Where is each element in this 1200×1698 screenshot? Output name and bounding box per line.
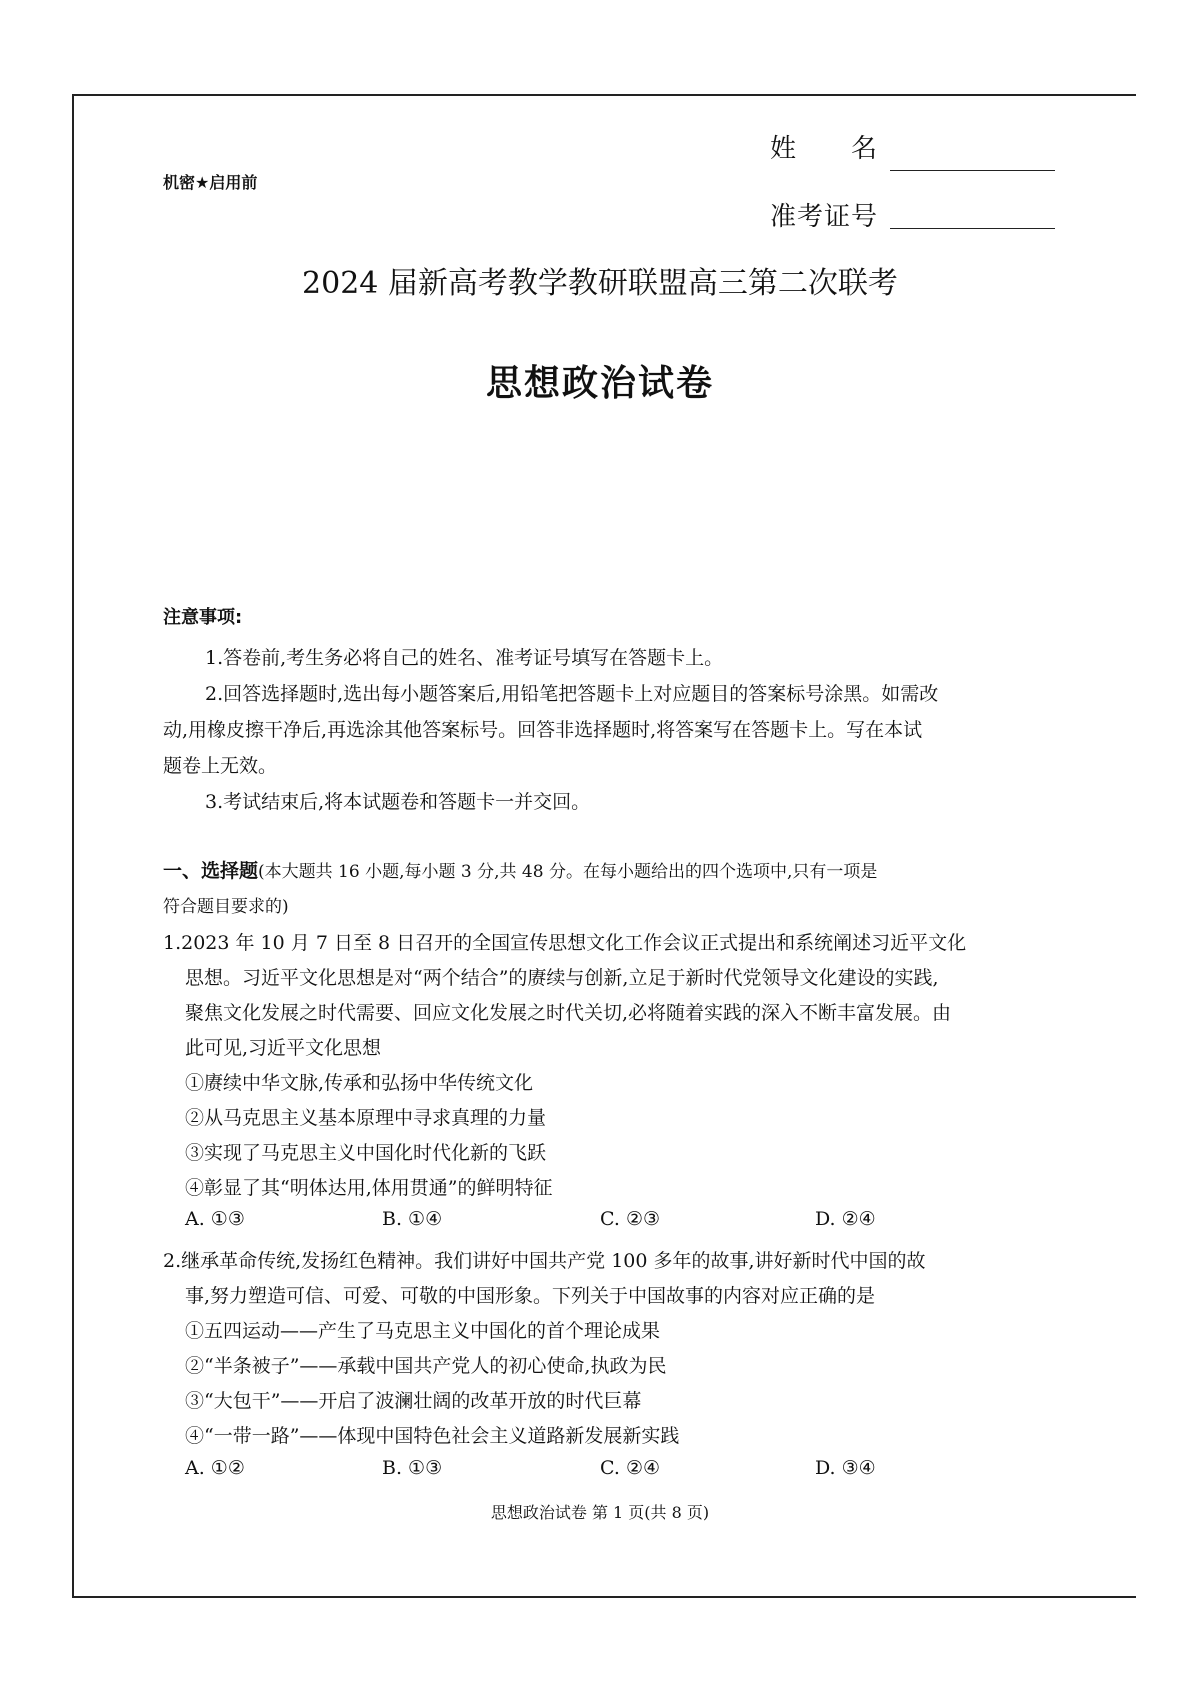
q1-stem-line: 1.2023 年 10 月 7 日至 8 日召开的全国宣传思想文化工作会议正式提出和系统阐述习近平文化 [163,932,967,954]
q1-stem-line: 此可见,习近平文化思想 [185,1037,382,1059]
q1-stem-line: 思想。习近平文化思想是对“两个结合”的赓续与创新,立足于新时代党领导文化建设的实践, [185,967,939,989]
notes-heading: 注意事项: [163,607,243,628]
q2-statement: ②“半条被子”——承载中国共产党人的初心使命,执政为民 [185,1355,667,1377]
section-instructions-line2: 符合题目要求的) [163,897,289,917]
q2-option-b: B. ①③ [382,1457,443,1479]
notes-line: 1.答卷前,考生务必将自己的姓名、准考证号填写在答题卡上。 [205,647,724,669]
q2-statement: ①五四运动——产生了马克思主义中国化的首个理论成果 [185,1320,661,1342]
id-field-line [890,228,1055,229]
subject-title: 思想政治试卷 [485,363,714,404]
q2-option-c: C. ②④ [600,1457,661,1479]
q1-option-b: B. ①④ [382,1208,443,1230]
q1-statement: ③实现了马克思主义中国化时代化新的飞跃 [185,1142,547,1164]
name-label: 姓 名 [770,134,879,164]
q1-statement: ②从马克思主义基本原理中寻求真理的力量 [185,1107,547,1129]
q1-statement: ④彰显了其“明体达用,体用贯通”的鲜明特征 [185,1177,553,1199]
confidential-label: 机密★启用前 [163,173,258,192]
q1-option-c: C. ②③ [600,1208,661,1230]
exam-title: 2024 届新高考教学教研联盟高三第二次联考 [302,266,898,301]
q2-statement: ③“大包干”——开启了波澜壮阔的改革开放的时代巨幕 [185,1390,642,1412]
q1-option-d: D. ②④ [815,1208,876,1230]
page-footer: 思想政治试卷 第 1 页(共 8 页) [490,1503,710,1522]
q2-stem-line: 事,努力塑造可信、可爱、可敬的中国形象。下列关于中国故事的内容对应正确的是 [185,1285,876,1307]
section-heading-label: 一、选择题 [163,860,259,882]
section-instructions: (本大题共 16 小题,每小题 3 分,共 48 分。在每小题给出的四个选项中,只有一项是 [258,862,878,882]
q2-option-a: A. ①② [185,1457,245,1479]
notes-line: 2.回答选择题时,选出每小题答案后,用铅笔把答题卡上对应题目的答案标号涂黑。如需改 [205,683,939,705]
q2-statement: ④“一带一路”——体现中国特色社会主义道路新发展新实践 [185,1425,680,1447]
q2-stem-line: 2.继承革命传统,发扬红色精神。我们讲好中国共产党 100 多年的故事,讲好新时代中国的故 [163,1250,926,1272]
name-field-line [890,170,1055,171]
q2-option-d: D. ③④ [815,1457,876,1479]
notes-line: 3.考试结束后,将本试题卷和答题卡一并交回。 [205,791,591,813]
q1-statement: ①赓续中华文脉,传承和弘扬中华传统文化 [185,1072,534,1094]
notes-line: 动,用橡皮擦干净后,再选涂其他答案标号。回答非选择题时,将答案写在答题卡上。写在本试 [163,719,923,741]
q1-stem-line: 聚焦文化发展之时代需要、回应文化发展之时代关切,必将随着实践的深入不断丰富发展。由 [185,1002,952,1024]
id-label: 准考证号 [770,202,879,232]
section-heading [163,856,877,883]
notes-line: 题卷上无效。 [163,755,278,777]
q1-option-a: A. ①③ [185,1208,245,1230]
